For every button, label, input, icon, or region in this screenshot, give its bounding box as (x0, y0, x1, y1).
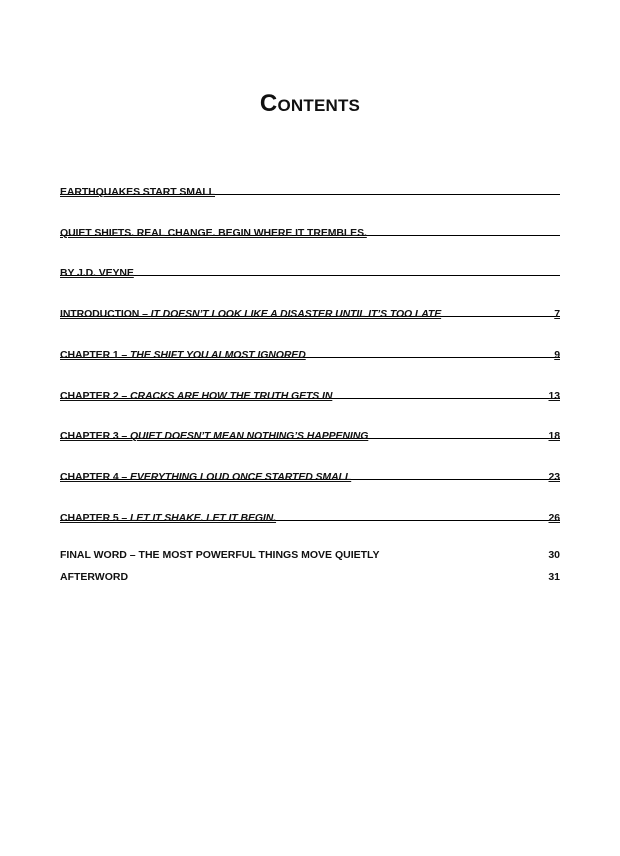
toc-entry-label: EARTHQUAKES START SMALL (60, 186, 216, 198)
toc-entry-final-word[interactable] (60, 549, 560, 563)
toc-entry[interactable] (60, 180, 560, 198)
toc-entry-subtitle: EVERYTHING LOUD ONCE STARTED SMALL (129, 471, 352, 483)
toc-entry-chapter-5[interactable] (60, 506, 560, 524)
toc-entry-chapter-3[interactable] (60, 424, 560, 442)
toc-entry-chapter-4[interactable] (60, 465, 560, 483)
toc-entry-subtitle: IT DOESN’T LOOK LIKE A DISASTER UNTIL IT’S TOO LATE (150, 308, 442, 320)
toc-entry-introduction[interactable] (60, 302, 560, 320)
toc-page-number: 23 (548, 471, 560, 483)
toc-page-number: 13 (548, 390, 560, 402)
toc-page-number: 30 (548, 549, 560, 561)
toc-entry-label: CHAPTER 5 – LET IT SHAKE. LET IT BEGIN. (60, 512, 277, 524)
toc-entry-label: FINAL WORD – THE MOST POWERFUL THINGS MOVE QUIETLY (60, 549, 380, 561)
toc-entry-label: CHAPTER 2 – CRACKS ARE HOW THE TRUTH GETS IN (60, 390, 333, 402)
toc-page-number: 31 (548, 571, 560, 583)
toc-entry-subtitle: QUIET DOESN’T MEAN NOTHING’S HAPPENING (129, 430, 369, 442)
toc-page-number: 18 (548, 430, 560, 442)
toc-entry-label: BY J.D. VEYNE (60, 267, 134, 279)
page-title: Contents (259, 90, 361, 117)
toc-entry-label: QUIET SHIFTS. REAL CHANGE. BEGIN WHERE IT TREMBLES. (60, 227, 367, 239)
toc-entry-afterword[interactable] (60, 571, 560, 585)
toc-page-number: 26 (548, 512, 560, 524)
toc-entry-label: CHAPTER 3 – QUIET DOESN’T MEAN NOTHING’S HAPPENING (60, 430, 369, 442)
toc-entry-label: CHAPTER 4 – EVERYTHING LOUD ONCE STARTED SMALL (60, 471, 352, 483)
toc-entry-label: INTRODUCTION – IT DOESN’T LOOK LIKE A DISASTER UNTIL IT’S TOO LATE (60, 308, 442, 320)
toc-entry[interactable] (60, 221, 560, 239)
toc-page-number: 7 (554, 308, 560, 320)
toc-entry-label: CHAPTER 1 – THE SHIFT YOU ALMOST IGNORED (60, 349, 306, 361)
toc-entry-subtitle: CRACKS ARE HOW THE TRUTH GETS IN (129, 390, 333, 402)
toc-page-number: 9 (554, 349, 560, 361)
toc-entry-chapter-2[interactable] (60, 384, 560, 402)
toc-entry-subtitle: LET IT SHAKE. LET IT BEGIN. (129, 512, 277, 524)
toc-entry[interactable] (60, 261, 560, 279)
toc-entry-chapter-1[interactable] (60, 343, 560, 361)
toc-entry-label: AFTERWORD (60, 571, 129, 583)
toc-entry-subtitle: THE SHIFT YOU ALMOST IGNORED (129, 349, 306, 361)
